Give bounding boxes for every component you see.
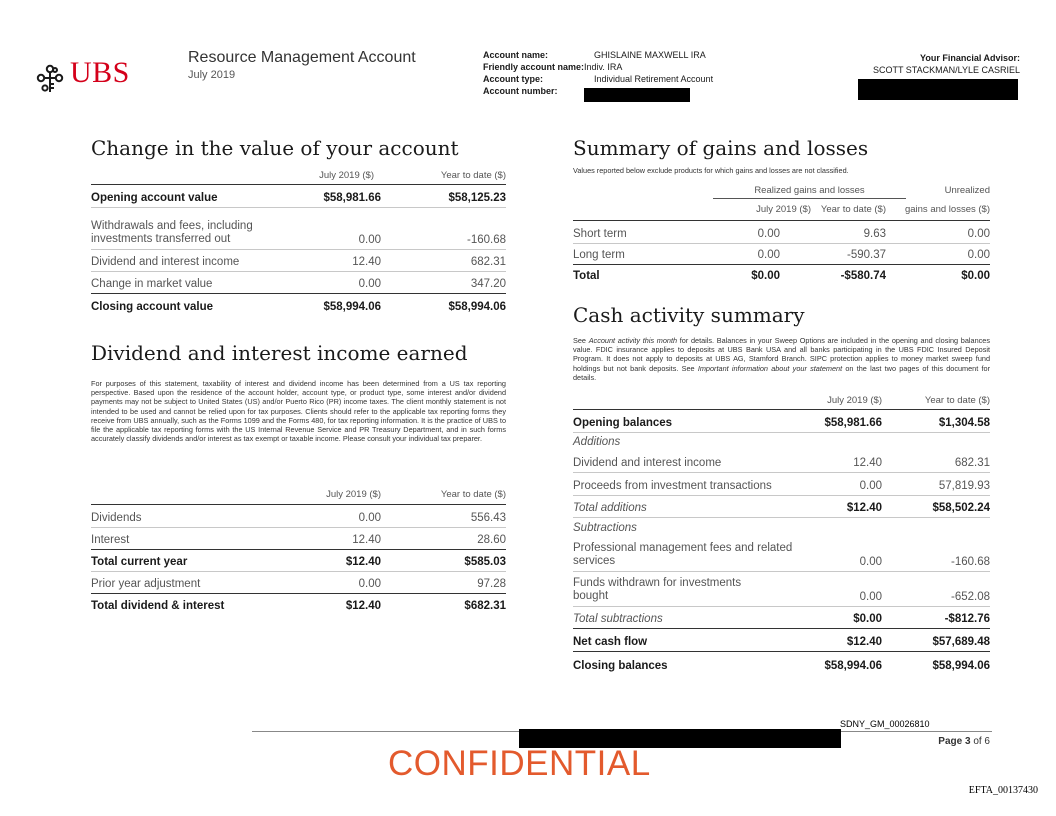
row-july: $0.00 bbox=[751, 270, 780, 282]
table-header-row bbox=[573, 200, 990, 218]
row-ytd: 682.31 bbox=[954, 457, 990, 469]
row-label: Opening balances bbox=[573, 417, 673, 429]
page-indicator bbox=[938, 736, 990, 747]
row-label: Funds withdrawn for investments bought bbox=[573, 577, 742, 602]
row-july: $0.00 bbox=[853, 613, 882, 625]
cash-note-text: on the last two pages of this document for details. bbox=[573, 363, 990, 382]
advisor-label: Your Financial Advisor: bbox=[919, 53, 1020, 63]
row-ytd: $585.03 bbox=[464, 556, 506, 568]
row-ytd: $58,502.24 bbox=[932, 502, 990, 514]
row-july: $58,981.66 bbox=[824, 417, 882, 429]
subtractions-label: Subtractions bbox=[573, 522, 637, 534]
cash-note bbox=[573, 336, 990, 382]
row-label: Professional management fees and related services bbox=[573, 542, 793, 567]
table-row bbox=[573, 629, 990, 652]
row-ytd: 347.20 bbox=[470, 278, 506, 290]
page-number: Page 3 bbox=[938, 736, 971, 747]
col-july: July 2019 ($) bbox=[827, 395, 882, 406]
table-row bbox=[91, 272, 506, 294]
row-label: Interest bbox=[91, 534, 130, 546]
row-label: Prior year adjustment bbox=[91, 578, 201, 590]
row-ytd: 682.31 bbox=[470, 256, 506, 268]
row-label: Long term bbox=[573, 249, 625, 261]
statement-date: July 2019 bbox=[188, 69, 236, 81]
table-row bbox=[573, 409, 990, 433]
row-ytd: -160.68 bbox=[950, 556, 990, 568]
cash-note-text: for details. Balances in your Sweep Options are included in the opening and closing balances value. FDIC insurance applies to deposits at UBS Bank USA and all banks participating in the UBS FDIC Insured Deposit Program. It does not apply to deposits at UBS AG, Stamford Branch. SIPC protection applies to money market sweep fund holdings but not bank deposits. See bbox=[573, 336, 991, 373]
table-row bbox=[91, 184, 506, 208]
row-unrealized: $0.00 bbox=[961, 270, 990, 282]
cash-section-title: Cash activity summary bbox=[573, 303, 805, 327]
ubs-logo-text: UBS bbox=[70, 56, 130, 89]
group-header-row bbox=[573, 180, 990, 199]
cash-note-ref: Account activity this month bbox=[588, 336, 678, 345]
row-july: 0.00 bbox=[859, 556, 882, 568]
unrealized-group-label: Unrealized bbox=[944, 185, 990, 196]
tax-disclaimer-paragraph: For purposes of this statement, taxability of interest and dividend income has been determined from a US tax reporting perspective. Based upon the residence of the account holder, account type, or product type, some interest and/or dividend payments may not be subject to United States (US) and/or Puerto Rico (PR) income taxes. The client monthly statement is not intended to be used and cannot be relied upon for tax purposes. Clients should refer to the applicable tax reporting forms they receive from UBS annually, such as the Forms 1099 and the Forms 480, for tax reporting information. It is the practice of UBS to file the applicable tax reporting forms with the US Internal Revenue Service and PR Treasury Department, and in such forms accurately classify dividends and/or interest as tax exempt or taxable income. Please consult your individual tax preparer. bbox=[91, 379, 506, 444]
change-table bbox=[91, 166, 506, 326]
table-row bbox=[91, 572, 506, 594]
gains-section-title: Summary of gains and losses bbox=[573, 136, 869, 160]
row-july: 12.40 bbox=[352, 256, 381, 268]
row-july: $12.40 bbox=[846, 636, 882, 648]
cash-table bbox=[573, 392, 990, 682]
row-ytd: 556.43 bbox=[470, 512, 506, 524]
table-row bbox=[573, 652, 990, 675]
account-number-redaction bbox=[584, 88, 690, 102]
gains-note: Values reported below exclude products for which gains and losses are not classified. bbox=[573, 166, 849, 175]
account-type-label: Account type: bbox=[483, 74, 544, 84]
table-row bbox=[91, 527, 506, 550]
account-name-value: GHISLAINE MAXWELL IRA bbox=[594, 50, 706, 60]
row-ytd: $682.31 bbox=[464, 600, 506, 612]
friendly-name-value: Indiv. IRA bbox=[584, 62, 623, 72]
table-row bbox=[91, 250, 506, 272]
section-label-row bbox=[573, 432, 990, 451]
row-july: $12.40 bbox=[345, 556, 381, 568]
table-row bbox=[573, 473, 990, 496]
dividend-table bbox=[91, 484, 506, 616]
row-july: 0.00 bbox=[358, 278, 381, 290]
col-ytd: Year to date ($) bbox=[820, 204, 886, 215]
col-july: July 2019 ($) bbox=[319, 170, 374, 181]
row-ytd: 9.63 bbox=[863, 228, 886, 240]
col-ytd: Year to date ($) bbox=[924, 395, 990, 406]
advisor-block bbox=[873, 52, 1020, 76]
row-july: 0.00 bbox=[757, 228, 780, 240]
table-row bbox=[91, 294, 506, 316]
change-section-title: Change in the value of your account bbox=[91, 136, 459, 160]
table-row bbox=[573, 607, 990, 629]
confidential-stamp: CONFIDENTIAL bbox=[388, 744, 651, 783]
table-row bbox=[573, 537, 990, 572]
table-row bbox=[91, 594, 506, 615]
row-ytd: 57,819.93 bbox=[938, 480, 990, 492]
table-row bbox=[91, 207, 506, 250]
table-row bbox=[91, 504, 506, 528]
ubs-keys-logo-icon bbox=[34, 62, 66, 94]
additions-label: Additions bbox=[573, 436, 621, 448]
row-july: $58,994.06 bbox=[323, 301, 381, 313]
row-july: 12.40 bbox=[853, 457, 882, 469]
row-label: Total dividend & interest bbox=[91, 600, 225, 612]
row-july: $58,981.66 bbox=[323, 192, 381, 204]
row-ytd: $58,125.23 bbox=[448, 192, 506, 204]
row-ytd: $57,689.48 bbox=[932, 636, 990, 648]
row-ytd: -652.08 bbox=[950, 591, 990, 603]
dividend-section-title: Dividend and interest income earned bbox=[91, 341, 468, 365]
row-july: 0.00 bbox=[358, 234, 381, 246]
row-label: Total bbox=[573, 270, 600, 282]
statement-title: Resource Management Account bbox=[188, 49, 416, 66]
row-label: Change in market value bbox=[91, 278, 213, 290]
row-july: $58,994.06 bbox=[824, 660, 882, 672]
row-ytd: 28.60 bbox=[477, 534, 506, 546]
cash-note-ref: Important information about your statement bbox=[697, 363, 843, 373]
efta-number: EFTA_00137430 bbox=[968, 785, 1038, 796]
row-unrealized: 0.00 bbox=[967, 228, 990, 240]
table-row bbox=[573, 243, 990, 265]
row-july: 0.00 bbox=[358, 512, 381, 524]
row-july: 0.00 bbox=[859, 591, 882, 603]
table-row bbox=[573, 496, 990, 518]
bates-number: SDNY_GM_00026810 bbox=[840, 719, 930, 729]
row-ytd: $1,304.58 bbox=[938, 417, 990, 429]
row-unrealized: 0.00 bbox=[967, 249, 990, 261]
table-header-row bbox=[91, 484, 506, 503]
section-label-row bbox=[573, 518, 990, 537]
col-july: July 2019 ($) bbox=[326, 489, 381, 500]
table-header-row bbox=[573, 392, 990, 409]
account-type-value: Individual Retirement Account bbox=[594, 74, 714, 84]
row-label: Opening account value bbox=[91, 192, 218, 204]
table-row bbox=[573, 265, 990, 285]
gains-table bbox=[573, 180, 990, 290]
row-label: Closing account value bbox=[91, 301, 214, 313]
account-name-label: Account name: bbox=[483, 50, 549, 60]
row-ytd: $58,994.06 bbox=[932, 660, 990, 672]
table-row bbox=[573, 572, 990, 607]
page-total: of 6 bbox=[973, 736, 990, 747]
row-label: Short term bbox=[573, 228, 627, 240]
row-label: Proceeds from investment transactions bbox=[573, 480, 772, 492]
row-label: Dividend and interest income bbox=[91, 256, 240, 268]
row-july: 0.00 bbox=[757, 249, 780, 261]
row-label: Withdrawals and fees, including investments transferred out bbox=[91, 220, 253, 245]
row-july: $12.40 bbox=[846, 502, 882, 514]
table-row bbox=[573, 220, 990, 244]
row-label: Dividends bbox=[91, 512, 142, 524]
advisor-name: SCOTT STACKMAN/LYLE CASRIEL bbox=[872, 65, 1020, 75]
row-ytd: -$812.76 bbox=[944, 613, 990, 625]
table-row bbox=[573, 451, 990, 473]
row-july: 12.40 bbox=[352, 534, 381, 546]
row-ytd: $58,994.06 bbox=[448, 301, 506, 313]
row-label: Net cash flow bbox=[573, 636, 648, 648]
friendly-name-label: Friendly account name: bbox=[483, 62, 585, 72]
row-july: 0.00 bbox=[358, 578, 381, 590]
row-ytd: -$580.74 bbox=[840, 270, 886, 282]
col-july: July 2019 ($) bbox=[756, 204, 811, 215]
col-ytd: Year to date ($) bbox=[440, 489, 506, 500]
advisor-redaction bbox=[858, 79, 1018, 100]
row-july: 0.00 bbox=[859, 480, 882, 492]
table-row bbox=[91, 550, 506, 572]
row-label: Total current year bbox=[91, 556, 188, 568]
account-number-label: Account number: bbox=[483, 86, 558, 96]
row-label: Total additions bbox=[573, 502, 647, 514]
row-label: Closing balances bbox=[573, 660, 668, 672]
cash-note-text: See bbox=[573, 336, 589, 345]
row-label: Total subtractions bbox=[573, 613, 663, 625]
col-ytd: Year to date ($) bbox=[440, 170, 506, 181]
row-july: $12.40 bbox=[345, 600, 381, 612]
row-ytd: -160.68 bbox=[466, 234, 506, 246]
realized-group-label: Realized gains and losses bbox=[713, 185, 906, 199]
row-label: Dividend and interest income bbox=[573, 457, 722, 469]
row-ytd: -590.37 bbox=[846, 249, 886, 261]
row-ytd: 97.28 bbox=[477, 578, 506, 590]
col-unrealized: gains and losses ($) bbox=[904, 204, 990, 215]
table-header-row bbox=[91, 166, 506, 184]
